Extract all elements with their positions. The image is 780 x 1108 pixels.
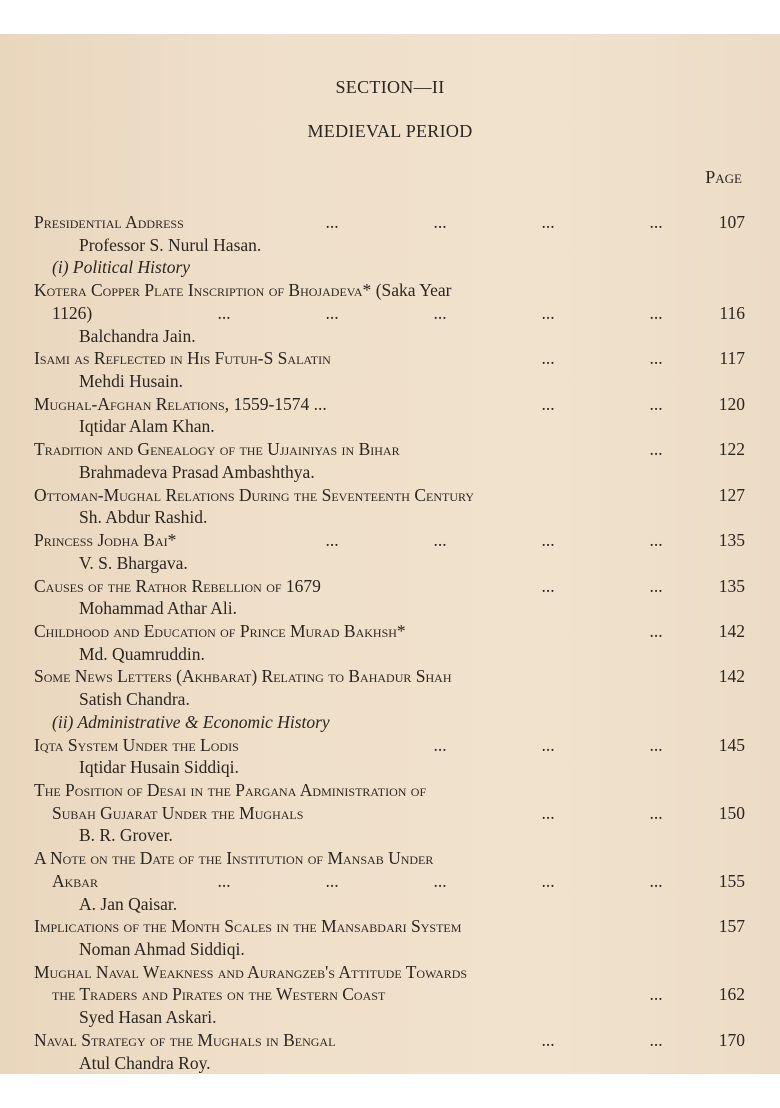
leader: ... [649, 530, 663, 551]
page-number: 127 [718, 484, 745, 505]
entry-text-main: Atul Chandra Roy. [79, 1052, 211, 1073]
leader: ... [541, 870, 555, 891]
toc-entry-title [0, 847, 780, 870]
toc-entry-title [0, 575, 780, 598]
page-number: 150 [718, 802, 745, 823]
toc-entry-author [0, 688, 780, 711]
entry-text-main: Causes of the Rathor Rebellion of 1679 [34, 575, 321, 596]
leader: ... [217, 302, 231, 323]
period-heading: MEDIEVAL PERIOD [307, 121, 473, 141]
toc-entry-title-continued [0, 870, 780, 893]
entry-text [34, 620, 406, 643]
entry-text-main: Some News Letters (Akhbarat) Relating to Bahadur Shah [34, 666, 452, 687]
entry-text-tail: (Saka Year [371, 280, 452, 301]
entry-text [79, 1052, 211, 1075]
entry-text [34, 665, 452, 688]
entry-text-main: Mehdi Husain. [79, 371, 184, 392]
dot-leaders [494, 575, 710, 598]
leader: ... [541, 575, 555, 596]
page-number: 157 [718, 916, 745, 937]
entry-text [79, 1006, 217, 1029]
entry-text [79, 506, 207, 529]
entry-text-main: (ii) Administrative & Economic History [52, 711, 330, 732]
entry-text-main: Subah Gujarat Under the Mughals [52, 802, 304, 823]
dot-leaders [602, 983, 710, 1006]
entry-text [52, 983, 385, 1006]
entry-text-main: Naval Strategy of the Mughals in Bengal [34, 1029, 336, 1050]
page-number: 155 [718, 870, 745, 891]
toc-entry-title-continued [0, 302, 780, 325]
leader: ... [541, 212, 555, 232]
dot-leaders [494, 1029, 710, 1052]
entry-text [79, 938, 245, 961]
entry-text [52, 802, 303, 825]
toc-entry-author [0, 597, 780, 620]
toc-entry-title [0, 779, 780, 802]
page-number: 117 [719, 348, 745, 369]
toc-entry-author [0, 756, 780, 779]
entry-text [52, 256, 190, 279]
toc-entry-title [0, 961, 780, 984]
toc-entry-title [0, 393, 780, 416]
toc-entry-author [0, 461, 780, 484]
toc-entry-author [0, 325, 780, 348]
entry-text-main: Childhood and Education of Prince Murad Bakhsh* [34, 620, 406, 641]
entry-text [34, 961, 467, 984]
toc-entry-author [0, 1052, 780, 1075]
toc-subsection-heading [0, 711, 780, 734]
page-number: 135 [718, 575, 745, 596]
entry-text-main: Mughal-Afghan Relations, 1559-1574 ... [34, 393, 327, 414]
entry-text-main: 1126) [52, 302, 93, 323]
toc-entry-author [0, 370, 780, 393]
entry-text [79, 234, 261, 257]
leader: ... [541, 302, 555, 323]
entry-text [79, 597, 237, 620]
entry-text-main: Isami as Reflected in His Futuh-S Salatin [34, 348, 331, 369]
leader: ... [649, 1029, 663, 1050]
leader: ... [649, 393, 663, 414]
entry-text [52, 870, 98, 893]
dot-leaders [386, 734, 710, 757]
toc-entry-title [0, 279, 780, 302]
entry-text-main: Iqta System Under the Lodis [34, 734, 239, 755]
leader: ... [541, 1029, 555, 1050]
dot-leaders [494, 347, 710, 370]
entry-text [34, 279, 452, 302]
leader: ... [649, 439, 663, 460]
toc-entry-author [0, 234, 780, 257]
entry-text [34, 847, 433, 870]
dot-leaders [170, 302, 710, 325]
entry-text-main: Mughal Naval Weakness and Aurangzeb's Attitude Towards [34, 961, 468, 982]
leader: ... [649, 734, 663, 755]
entry-text [79, 688, 190, 711]
entry-text-main: Akbar [52, 870, 98, 891]
entry-text-main: Implications of the Month Scales in the Mansabdari System [34, 916, 462, 937]
entry-text [34, 484, 474, 507]
toc-entry-author [0, 552, 780, 575]
leader: ... [649, 348, 663, 369]
page-number: 142 [718, 666, 745, 687]
table-of-contents [0, 211, 780, 1074]
entry-text [34, 347, 331, 370]
toc-entry-author [0, 893, 780, 916]
entry-text [79, 893, 177, 916]
leader: ... [649, 870, 663, 891]
toc-entry-title [0, 620, 780, 643]
leader: ... [433, 212, 447, 232]
page-number: 122 [718, 439, 745, 460]
leader: ... [433, 734, 447, 755]
toc-entry-title [0, 438, 780, 461]
leader: ... [649, 620, 663, 641]
toc-entry-title-continued [0, 983, 780, 1006]
toc-entry-title-continued [0, 802, 780, 825]
leader: ... [649, 802, 663, 823]
dot-leaders [602, 620, 710, 643]
page-number: 107 [718, 212, 745, 232]
entry-text-main: Iqtidar Husain Siddiqi. [79, 757, 239, 778]
leader: ... [541, 802, 555, 823]
entry-text [52, 711, 330, 734]
toc-entry-title [0, 665, 780, 688]
leader: ... [217, 870, 231, 891]
page-number: 116 [719, 302, 745, 323]
entry-text-main: Satish Chandra. [79, 689, 190, 710]
dot-leaders [494, 393, 710, 416]
page-number: 142 [718, 620, 745, 641]
leader: ... [433, 530, 447, 551]
entry-text-main: A. Jan Qaisar. [79, 893, 178, 914]
page-number: 120 [718, 393, 745, 414]
entry-text-main: (i) Political History [52, 257, 191, 278]
entry-text-main: Syed Hasan Askari. [79, 1007, 217, 1028]
entry-text [34, 915, 461, 938]
leader: ... [325, 302, 339, 323]
page-number: 162 [718, 984, 745, 1005]
toc-entry-title [0, 529, 780, 552]
toc-entry-title [0, 347, 780, 370]
dot-leaders [170, 870, 710, 893]
leader: ... [541, 530, 555, 551]
entry-text-main: Sh. Abdur Rashid. [79, 507, 208, 528]
entry-text-main: Noman Ahmad Siddiqi. [79, 939, 245, 959]
entry-text [34, 575, 321, 598]
entry-text-main: Ottoman-Mughal Relations During the Seventeenth Century [34, 484, 475, 505]
dot-leaders [278, 211, 710, 234]
toc-entry-author [0, 415, 780, 438]
toc-entry-author [0, 938, 780, 961]
entry-text-main: Md. Quamruddin. [79, 643, 205, 664]
dot-leaders [278, 529, 710, 552]
toc-entry-title [0, 1029, 780, 1052]
section-heading: SECTION—II [335, 77, 445, 97]
toc-entry-author [0, 824, 780, 847]
entry-text-main: Brahmadeva Prasad Ambashthya. [79, 461, 315, 482]
leader: ... [649, 575, 663, 596]
entry-text [34, 529, 176, 552]
toc-entry-title [0, 734, 780, 757]
leader: ... [433, 870, 447, 891]
toc-entry-title [0, 211, 780, 234]
entry-text-main: Professor S. Nurul Hasan. [79, 234, 262, 255]
leader: ... [541, 393, 555, 414]
entry-text-main: Presidential Address [34, 212, 184, 232]
page-number: 145 [718, 734, 745, 755]
entry-text [34, 393, 327, 416]
entry-text [79, 643, 205, 666]
entry-text [34, 734, 239, 757]
entry-text-main: Iqtidar Alam Khan. [79, 416, 215, 437]
entry-text-main: the Traders and Pirates on the Western Coast [52, 984, 386, 1005]
page-number: 135 [718, 530, 745, 551]
page-column-header: Page [705, 167, 742, 187]
entry-text [79, 756, 239, 779]
dot-leaders [494, 802, 710, 825]
leader: ... [649, 984, 663, 1005]
leader: ... [433, 302, 447, 323]
leader: ... [541, 348, 555, 369]
entry-text [79, 824, 173, 847]
entry-text [52, 302, 92, 325]
entry-text [34, 438, 400, 461]
dot-leaders [602, 438, 710, 461]
entry-text [79, 552, 188, 575]
entry-text-main: The Position of Desai in the Pargana Administration of [34, 779, 427, 800]
toc-entry-author [0, 643, 780, 666]
leader: ... [541, 734, 555, 755]
entry-text-main: Tradition and Genealogy of the Ujjainiyas in Bihar [34, 439, 400, 460]
page-number: 170 [718, 1029, 745, 1050]
toc-entry-author [0, 1006, 780, 1029]
toc-entry-title [0, 484, 780, 507]
entry-text-main: Mohammad Athar Ali. [79, 598, 237, 619]
entry-text [34, 779, 426, 802]
entry-text [79, 325, 196, 348]
entry-text [79, 370, 183, 393]
leader: ... [325, 212, 339, 232]
entry-text [34, 1029, 335, 1052]
entry-text-main: Kotera Copper Plate Inscription of Bhojadeva* [34, 280, 372, 301]
entry-text-main: V. S. Bhargava. [79, 552, 188, 573]
entry-text [34, 211, 184, 234]
entry-text-main: A Note on the Date of the Institution of Mansab Under [34, 848, 434, 869]
leader: ... [325, 870, 339, 891]
entry-text [79, 415, 215, 438]
toc-subsection-heading [0, 256, 780, 279]
leader: ... [649, 212, 663, 232]
entry-text [79, 461, 315, 484]
leader: ... [649, 302, 663, 323]
toc-entry-author [0, 506, 780, 529]
toc-entry-title [0, 915, 780, 938]
entry-text-main: Balchandra Jain. [79, 325, 196, 346]
leader: ... [325, 530, 339, 551]
entry-text-main: Princess Jodha Bai* [34, 530, 177, 551]
entry-text-main: B. R. Grover. [79, 825, 173, 846]
